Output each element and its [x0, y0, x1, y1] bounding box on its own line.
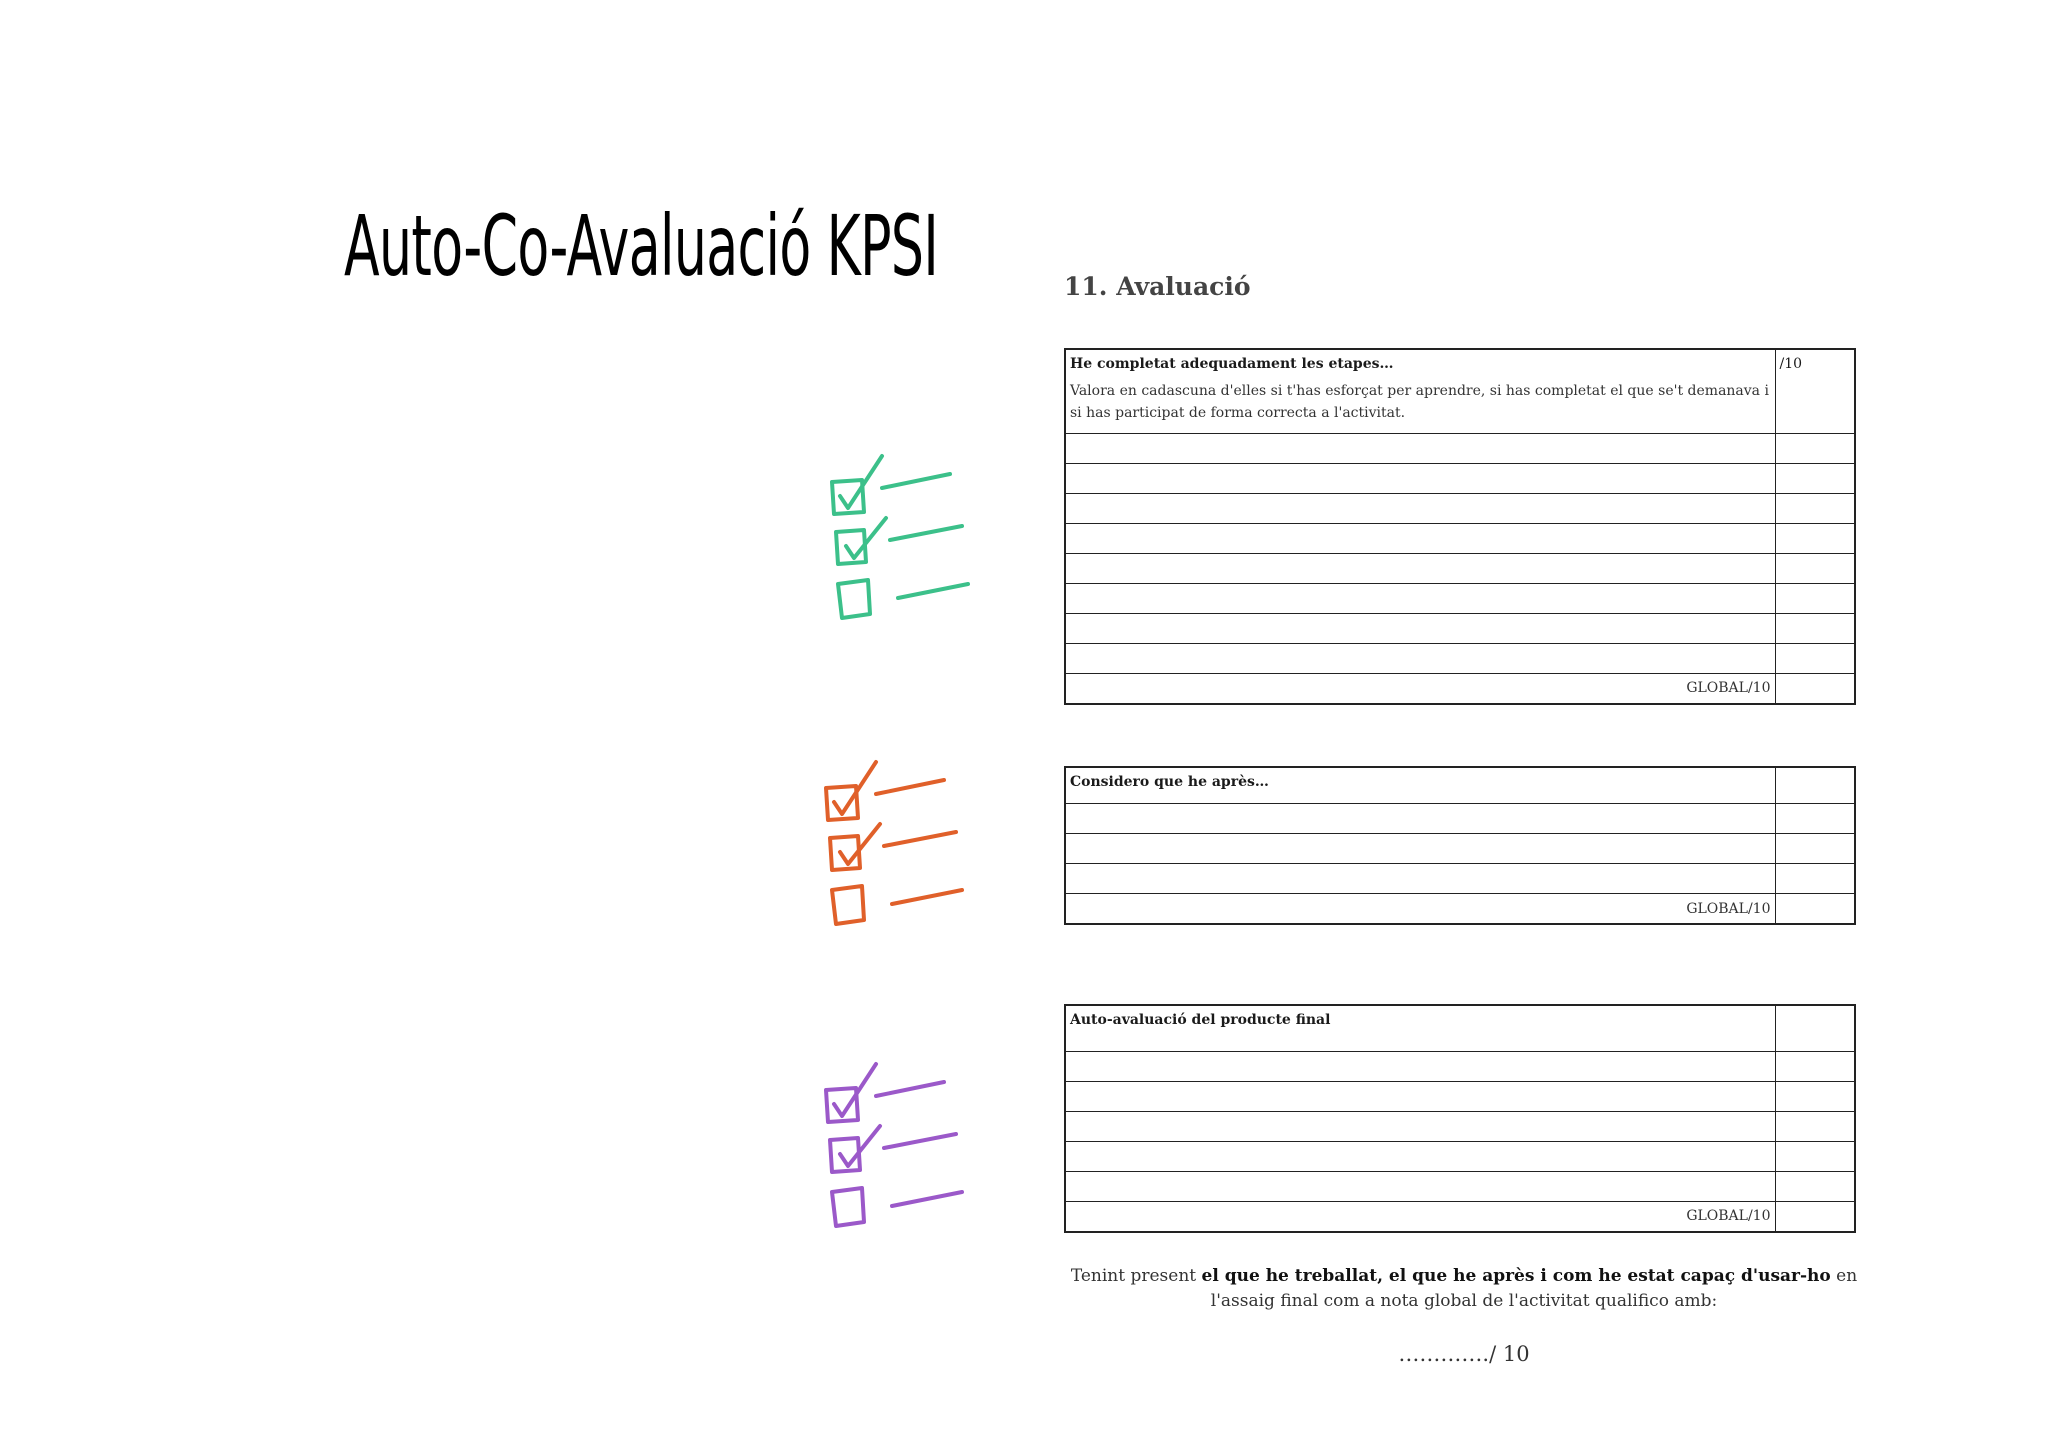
- table-row: [1065, 1111, 1855, 1141]
- entry-field[interactable]: [1065, 804, 1775, 834]
- entry-field[interactable]: [1065, 1081, 1775, 1111]
- global-score-field[interactable]: [1775, 673, 1855, 704]
- global-row: [1065, 894, 1855, 925]
- score-field[interactable]: [1775, 804, 1855, 834]
- score-header: [1775, 767, 1855, 804]
- score-field[interactable]: [1775, 523, 1855, 553]
- score-field[interactable]: [1775, 553, 1855, 583]
- table-row: [1065, 804, 1855, 834]
- final-score-field[interactable]: …………./ 10: [1398, 1342, 1530, 1366]
- stages-description: Valora en cadascuna d'elles si t'has esforçat per aprendre, si has completat el que se't demanava i si has participat de forma correcta a l'activitat.: [1070, 383, 1769, 421]
- final-note-text-2: en l'assaig final com a nota global de l'activitat qualifico amb:: [1210, 1266, 1858, 1311]
- score-field[interactable]: [1775, 834, 1855, 864]
- learned-heading: Considero que he après…: [1065, 767, 1775, 804]
- table-row: [1065, 463, 1855, 493]
- final-note: [1064, 1264, 1864, 1314]
- score-field[interactable]: [1775, 1111, 1855, 1141]
- table-row: [1065, 433, 1855, 463]
- evaluation-table-stages: [1064, 348, 1856, 705]
- score-field[interactable]: [1775, 1141, 1855, 1171]
- entry-field[interactable]: [1065, 1171, 1775, 1201]
- table-row: [1065, 643, 1855, 673]
- entry-field[interactable]: [1065, 1141, 1775, 1171]
- entry-field[interactable]: [1065, 1111, 1775, 1141]
- entry-field[interactable]: [1065, 1051, 1775, 1081]
- section-title: 11. Avaluació: [1064, 272, 1251, 301]
- entry-field[interactable]: [1065, 523, 1775, 553]
- score-field[interactable]: [1775, 1081, 1855, 1111]
- final-note-text-1: Tenint present: [1070, 1266, 1202, 1286]
- table-row: [1065, 493, 1855, 523]
- score-field[interactable]: [1775, 463, 1855, 493]
- evaluation-table-final-product: [1064, 1004, 1856, 1233]
- global-label: GLOBAL/10: [1065, 894, 1775, 925]
- score-field[interactable]: [1775, 864, 1855, 894]
- score-field[interactable]: [1775, 613, 1855, 643]
- table-row: [1065, 1171, 1855, 1201]
- global-row: [1065, 673, 1855, 704]
- slide-title: Auto-Co-Avaluació KPSI: [344, 197, 939, 295]
- table-row: [1065, 583, 1855, 613]
- score-header: /10: [1775, 349, 1855, 433]
- score-field[interactable]: [1775, 643, 1855, 673]
- score-header: [1775, 1005, 1855, 1051]
- score-field[interactable]: [1775, 433, 1855, 463]
- table-row: [1065, 613, 1855, 643]
- global-row: [1065, 1201, 1855, 1232]
- stages-heading: He completat adequadament les etapes…: [1070, 356, 1394, 372]
- final-note-bold: el que he treballat, el que he après i com he estat capaç d'usar-ho: [1201, 1266, 1831, 1286]
- score-field[interactable]: [1775, 1171, 1855, 1201]
- entry-field[interactable]: [1065, 864, 1775, 894]
- entry-field[interactable]: [1065, 433, 1775, 463]
- checklist-green-icon: [820, 448, 980, 628]
- table-row: [1065, 1141, 1855, 1171]
- table-row: [1065, 864, 1855, 894]
- table-row: [1065, 553, 1855, 583]
- score-field[interactable]: [1775, 583, 1855, 613]
- global-score-field[interactable]: [1775, 894, 1855, 925]
- entry-field[interactable]: [1065, 493, 1775, 523]
- table-row: [1065, 523, 1855, 553]
- checklist-orange-icon: [814, 754, 974, 934]
- entry-field[interactable]: [1065, 613, 1775, 643]
- global-label: GLOBAL/10: [1065, 1201, 1775, 1232]
- entry-field[interactable]: [1065, 834, 1775, 864]
- score-field[interactable]: [1775, 493, 1855, 523]
- table-row: [1065, 1051, 1855, 1081]
- score-field[interactable]: [1775, 1051, 1855, 1081]
- global-score-field[interactable]: [1775, 1201, 1855, 1232]
- evaluation-table-learned: [1064, 766, 1856, 925]
- global-label: GLOBAL/10: [1065, 673, 1775, 704]
- entry-field[interactable]: [1065, 463, 1775, 493]
- table-row: [1065, 1081, 1855, 1111]
- entry-field[interactable]: [1065, 643, 1775, 673]
- checklist-purple-icon: [814, 1056, 974, 1236]
- entry-field[interactable]: [1065, 553, 1775, 583]
- table-header-stages: [1065, 349, 1775, 433]
- entry-field[interactable]: [1065, 583, 1775, 613]
- final-product-heading: Auto-avaluació del producte final: [1065, 1005, 1775, 1051]
- table-row: [1065, 834, 1855, 864]
